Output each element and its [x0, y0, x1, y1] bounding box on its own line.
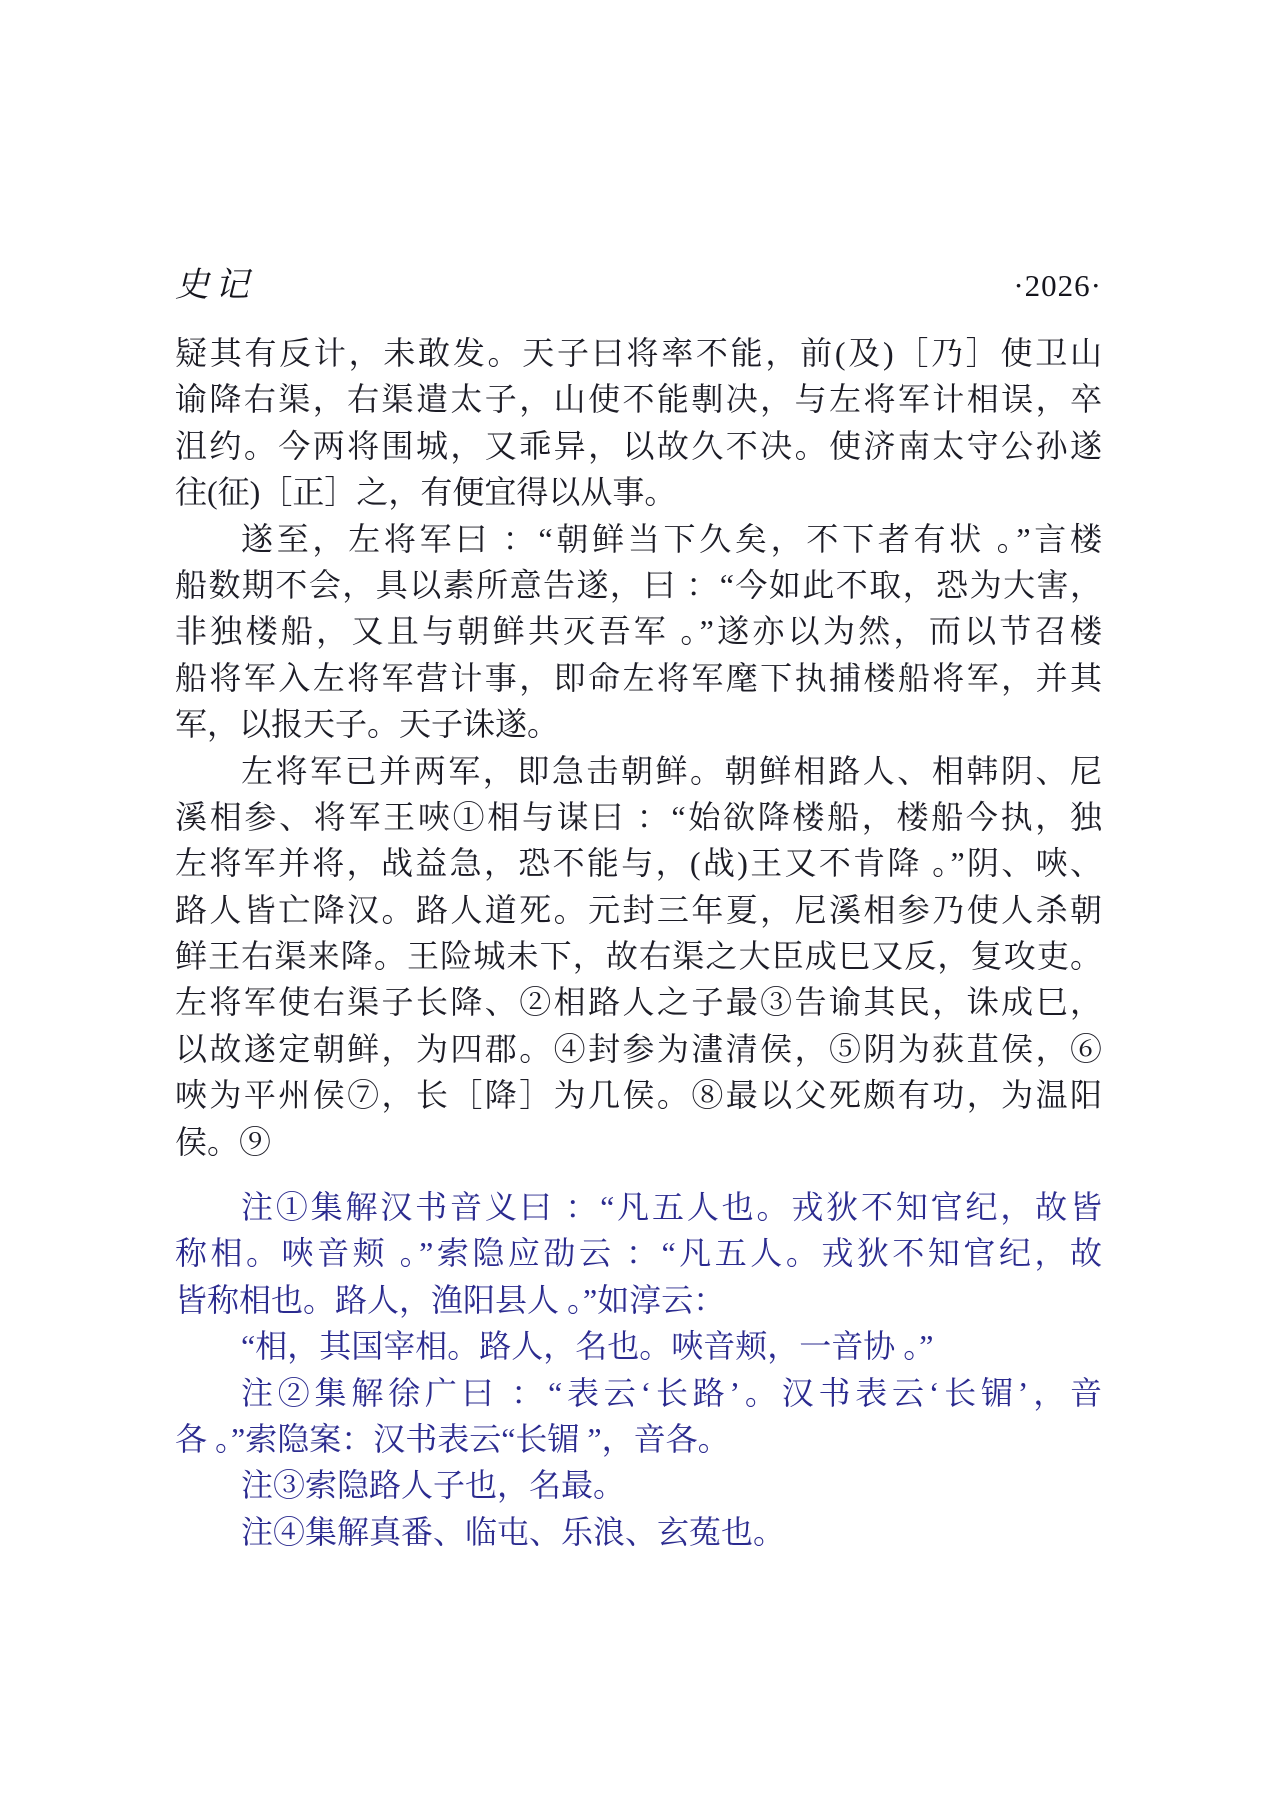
text-line: 注③索隐路人子也，名最。: [241, 1467, 626, 1504]
text-line: 鲜王右渠来降。王险城未下，故右渠之大臣成巳又反，复攻吏。: [175, 938, 1102, 975]
text-line: 溪相参、将军王唊①相与谋曰 ：“始欲降楼船，楼船今执，独: [175, 798, 1102, 835]
text-line: 皆称相也。路人，渔阳县人 。”如淳云：: [175, 1281, 726, 1318]
text-line: 谕降右渠，右渠遣太子，山使不能剸决，与左将军计相误，卒: [175, 381, 1102, 418]
text-line: 沮约。今两将围城，又乖异，以故久不决。使济南太守公孙遂: [175, 427, 1102, 464]
text-line: 船数期不会，具以素所意告遂，曰 ：“今如此不取，恐为大害，: [175, 566, 1102, 603]
text-line: 军，以报天子。天子诛遂。: [175, 706, 560, 743]
text-line: 唊为平州侯⑦，长［降］为几侯。⑧最以父死颇有功，为温阳: [175, 1077, 1102, 1114]
text-line: 路人皆亡降汉。路人道死。元封三年夏，尼溪相参乃使人杀朝: [175, 891, 1102, 928]
text-line: 注④集解真番、临屯、乐浪、玄菟也。: [241, 1513, 786, 1550]
text-line: 非独楼船，又且与朝鲜共灭吾军 。”遂亦以为然，而以节召楼: [175, 613, 1102, 650]
main-text-block: [175, 330, 1102, 1165]
text-line: 注②集解徐广曰 ：“表云‘长路’。汉书表云‘长镅’，音: [241, 1374, 1102, 1411]
text-line: 侯。⑨: [175, 1123, 272, 1160]
text-line: 船将军入左将军营计事，即命左将军麾下执捕楼船将军，并其: [175, 659, 1102, 696]
text-line: 注①集解汉书音义曰 ：“凡五人也。戎狄不知官纪，故皆: [241, 1189, 1102, 1225]
book-title: 史记: [175, 267, 255, 304]
text-line: 各 。”索隐案：汉书表云“长镅 ”，音各。: [175, 1420, 730, 1457]
text-line: 左将军并将，战益急，恐不能与，(战)王又不肯降 。”阴、唊、: [175, 845, 1102, 882]
text-line: 左将军使右渠子长降、②相路人之子最③告谕其民，诛成巳，: [175, 984, 1102, 1021]
text-line: 以故遂定朝鲜，为四郡。④封参为澅清侯，⑤阴为荻苴侯，⑥: [175, 1030, 1102, 1067]
annotations-block: [175, 1184, 1102, 1555]
text-line: 往(征)［正］之，有便宜得以从事。: [175, 474, 677, 511]
text-line: 疑其有反计，未敢发。天子曰将率不能，前(及)［乃］使卫山: [175, 335, 1102, 371]
page-number: ·2026·: [1013, 268, 1102, 303]
page-header: [175, 266, 1102, 306]
text-line: 遂至，左将军曰 ：“朝鲜当下久矣，不下者有状 。”言楼: [241, 520, 1102, 557]
text-line: 称相。唊音颊 。”索隐应劭云 ：“凡五人。戎狄不知官纪，故: [175, 1235, 1102, 1272]
text-line: “相，其国宰相。路人，名也。唊音颊，一音协 。”: [241, 1328, 934, 1365]
text-line: 左将军已并两军，即急击朝鲜。朝鲜相路人、相韩阴、尼: [241, 752, 1102, 789]
